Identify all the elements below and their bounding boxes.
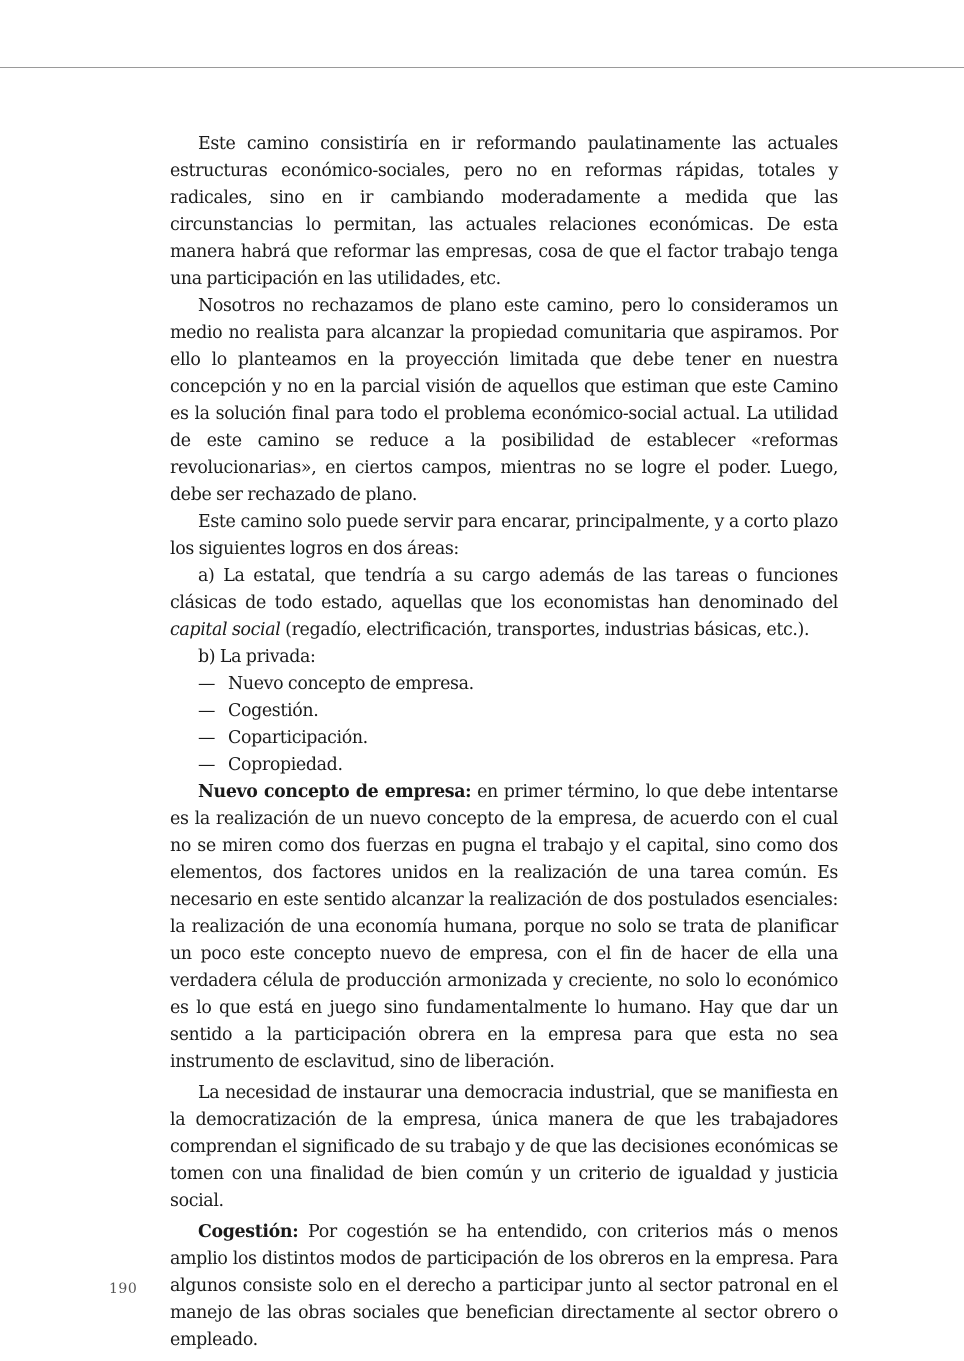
list-item-text: Copropiedad. (228, 755, 343, 775)
paragraph-6-text: en primer término, lo que debe intentarse es la realización de un nuevo concepto de la empresa, de acuerdo con el cual no se miren como dos fuerzas en pugna el trabajo y el capital, sino como dos elementos, dos factores unidos en la realización de una tarea común. Es necesario en este sentido alcanzar la realización de dos postulados esenciales: la realización de una economía humana, porque no solo se trata de planificar un poco este concepto nuevo de empresa, con el fin de hacer de ella una verdadera célula de producción armonizada y creciente, no solo lo económico es lo que está en juego sino fundamentalmente lo humano. Hay que dar un sentido a la participación obrera en la empresa para que esta no sea instrumento de esclavitud, sino de liberación. (170, 782, 838, 1072)
paragraph-4-text-a: a) La estatal, que tendría a su cargo además de las tareas o funciones clásicas de todo estado, aquellas que los economistas han denominado del (170, 566, 838, 613)
list-item-text: Cogestión. (228, 701, 319, 721)
paragraph-4-text-b: (regadío, electrificación, transportes, industrias básicas, etc.). (280, 620, 810, 640)
cogestion-heading: Cogestión: (198, 1222, 299, 1242)
page-number: 190 (109, 1281, 138, 1297)
paragraph-4 (170, 563, 838, 644)
list-item (170, 698, 838, 725)
dash-marker: — (198, 701, 216, 721)
paragraph-3: Este camino solo puede servir para encarar, principalmente, y a corto plazo los siguientes logros en dos áreas: (170, 512, 838, 559)
list-item (170, 725, 838, 752)
capital-social-term: capital social (170, 620, 281, 640)
list-item (170, 752, 838, 779)
paragraph-1: Este camino consistiría en ir reformando paulatinamente las actuales estructuras económico-sociales, pero no en reformas rápidas, totales y radicales, sino en ir cambiando moderadamente a medida que las circunstancias lo permitan, las actuales relaciones económicas. De esta manera habrá que reformar las empresas, cosa de que el factor trabajo tenga una participación en las utilidades, etc. (170, 134, 838, 289)
dash-list (170, 671, 838, 779)
nuevo-concepto-heading: Nuevo concepto de empresa: (198, 782, 472, 802)
header-rule (0, 67, 964, 68)
dash-marker: — (198, 755, 216, 775)
body-text (170, 131, 838, 1354)
list-item (170, 671, 838, 698)
list-item-text: Coparticipación. (228, 728, 368, 748)
list-item-text: Nuevo concepto de empresa. (228, 674, 474, 694)
paragraph-8 (170, 1219, 838, 1354)
dash-marker: — (198, 728, 216, 748)
paragraph-8-text: Por cogestión se ha entendido, con criterios más o menos amplio los distintos modos de participación de los obreros en la empresa. Para algunos consiste solo en el derecho a participar junto al sector patronal en el manejo de las obras sociales que benefician directamente al sector obrero o empleado. (170, 1222, 838, 1350)
paragraph-5: b) La privada: (198, 647, 316, 667)
dash-marker: — (198, 674, 216, 694)
paragraph-2: Nosotros no rechazamos de plano este camino, pero lo consideramos un medio no realista para alcanzar la propiedad comunitaria que aspiramos. Por ello lo planteamos en la proyección limitada que debe tener en nuestra concepción y no en la parcial visión de aquellos que estiman que este Camino es la solución final para todo el problema económico-social actual. La utilidad de este camino se reduce a la posibilidad de establecer «reformas revolucionarias», en ciertos campos, mientras no se logre el poder. Luego, debe ser rechazado de plano. (170, 296, 838, 505)
paragraph-7: La necesidad de instaurar una democracia industrial, que se manifiesta en la democratización de la empresa, única manera de que les trabajadores comprendan el significado de su trabajo y de que las decisiones económicas se tomen con una finalidad de bien común y un criterio de igualdad y justicia social. (170, 1083, 838, 1211)
paragraph-6 (170, 779, 838, 1076)
